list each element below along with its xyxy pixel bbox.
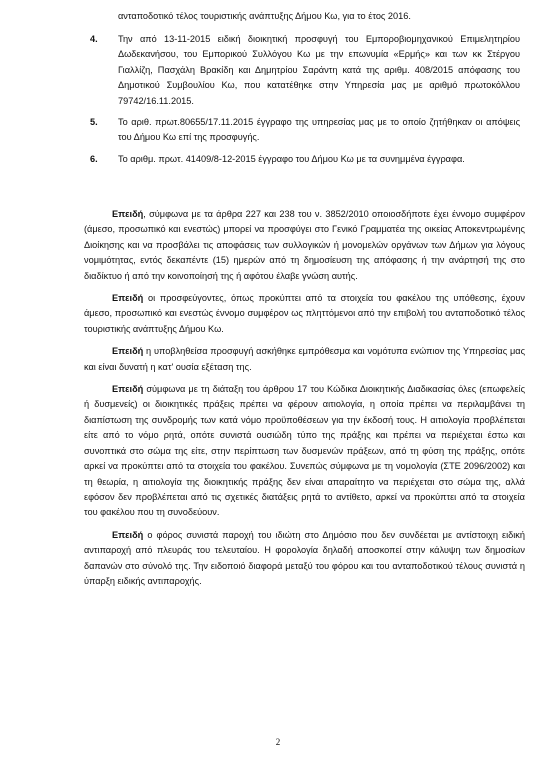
paragraph [84, 382, 525, 521]
paragraph-text: , σύμφωνα με τα άρθρα 227 και 238 του ν. 3852/2010 οποιοσδήποτε έχει έννομο συμφέρον (άμεσο, προσωπικό και ενεστώς) μπορεί να προσφύγει στο Γενικό Γραμματέα της οικείας Αποκεντρωμένης Διοίκησης και να προσβάλει τις αποφάσεις των συλλογικών ή μονομελών οργάνων των Δήμων για λόγους νομιμότητας, εντός δεκαπέντε (15) ημερών από τη δημοσίευση της απόφασης ή την ανάρτησή της στο διαδίκτυο ή από την κοινοποίησή της ή αφότου έλαβε γνώση αυτής. [84, 209, 525, 281]
paragraph-lead: Επειδή [112, 293, 144, 304]
item-number: 5. [90, 117, 98, 128]
item-text: Το αριθ. πρωτ.80655/17.11.2015 έγγραφο της υπηρεσίας μας με το οποίο ζητήθηκαν οι απόψεις του Δήμου Κω επί της προσφυγής. [118, 117, 520, 143]
paragraph-lead: Επειδή [112, 529, 144, 540]
item-text: Το αριθμ. πρωτ. 41409/8-12-2015 έγγραφο του Δήμου Κω με τα συνημμένα έγγραφα. [118, 153, 465, 164]
document-body [84, 207, 525, 596]
paragraph-text: σύμφωνα με τη διάταξη του άρθρου 17 του Κώδικα Διοικητικής Διαδικασίας όλες (επωφελείς ή δυσμενείς) οι διοικητικές πράξεις πρέπει να φέρουν αιτιολογία, η οποία πρέπει να περιλαμβάνει τη διαπίστωση της συνδρομής των κατά νόμο προϋποθέσεων για την έκδοσή τους. Η αιτιολογία προβλέπεται είτε από το νόμο ρητά, οπότε συνιστά ουσιώδη τύπο της πράξης και πρέπει να περιέχεται έστω και συνοπτικά στο σώμα της είτε, στην περίπτωση των δυσμενών πράξεων, από τη φύση της πράξης, οπότε αρκεί να προκύπτει από τα στοιχεία του φακέλου. Συνεπώς σύμφωνα με τη νομολογία (ΣΤΕ 2096/2002) και τη θεωρία, η αιτιολογία της διοικητικής πράξης δεν είναι απαραίτητο να περιέχεται στο σώμα της, αλλά εφόσον δεν προβλέπεται από τις σχετικές διατάξεις ρητά το αντίθετο, αρκεί να προκύπτει από τα στοιχεία του φακέλου που τη συνοδεύουν. [84, 384, 525, 518]
reference-list [90, 32, 520, 173]
paragraph [84, 291, 525, 337]
list-item [90, 32, 520, 109]
item-number: 6. [90, 153, 98, 164]
paragraph-lead: Επειδή [112, 346, 144, 357]
paragraph [84, 528, 525, 590]
item-number: 4. [90, 34, 98, 44]
paragraph-lead: Επειδή [112, 209, 144, 219]
continued-line: ανταποδοτικό τέλος τουριστικής ανάπτυξης Δήμου Κω, για το έτος 2016. [118, 11, 411, 21]
paragraph-lead: Επειδή [112, 384, 144, 395]
page-number: 2 [275, 737, 281, 747]
paragraph-text: ο φόρος συνιστά παροχή του ιδιώτη στο Δημόσιο που δεν συνδέεται με αντίστοιχη ειδική αντιπαροχή από πλευράς του τελευταίου. Η φορολογία δηλαδή αποσκοπεί στην κάλυψη των δημοσίων δαπανών στο σύνολό της. Την ειδοποιό διαφορά μεταξύ του φόρου και του ανταποδοτικού τέλους συνιστά η ύπαρξη ειδικής αντιπαροχής. [84, 529, 525, 586]
list-item [90, 152, 520, 167]
paragraph [84, 344, 525, 375]
item-text: Την από 13-11-2015 ειδική διοικητική προσφυγή του Εμπορoβιομηχανικού Επιμελητηρίου Δωδεκανήσου, του Εμπορικού Συλλόγου Κω με την επωνυμία «Ερμής» και των κκ Στέργου Γιαλλίζη, Πασχάλη Βρακίδη και Δημητρίου Σαράντη κατά της αριθμ. 408/2015 απόφασης του Δημοτικού Συμβουλίου Κω, που κατατέθηκε στην Υπηρεσία μας με αριθμό πρωτοκόλλου 79742/16.11.2015. [118, 34, 520, 106]
paragraph-text: οι προσφεύγοντες, όπως προκύπτει από τα στοιχεία του φακέλου της υπόθεσης, έχουν άμεσο, προσωπικό και ενεστώς έννομο συμφέρον ως πληττόμενοι από την επιβολή του ανταποδοτικό τέλος τουριστικής ανάπτυξης Δήμου Κω. [84, 293, 525, 334]
paragraph [84, 207, 525, 284]
paragraph-text: η υποβληθείσα προσφυγή ασκήθηκε εμπρόθεσμα και νομότυπα ενώπιον της Υπηρεσίας μας και είναι δυνατή η κατ' ουσία εξέταση της. [84, 346, 525, 372]
list-item [90, 115, 520, 146]
